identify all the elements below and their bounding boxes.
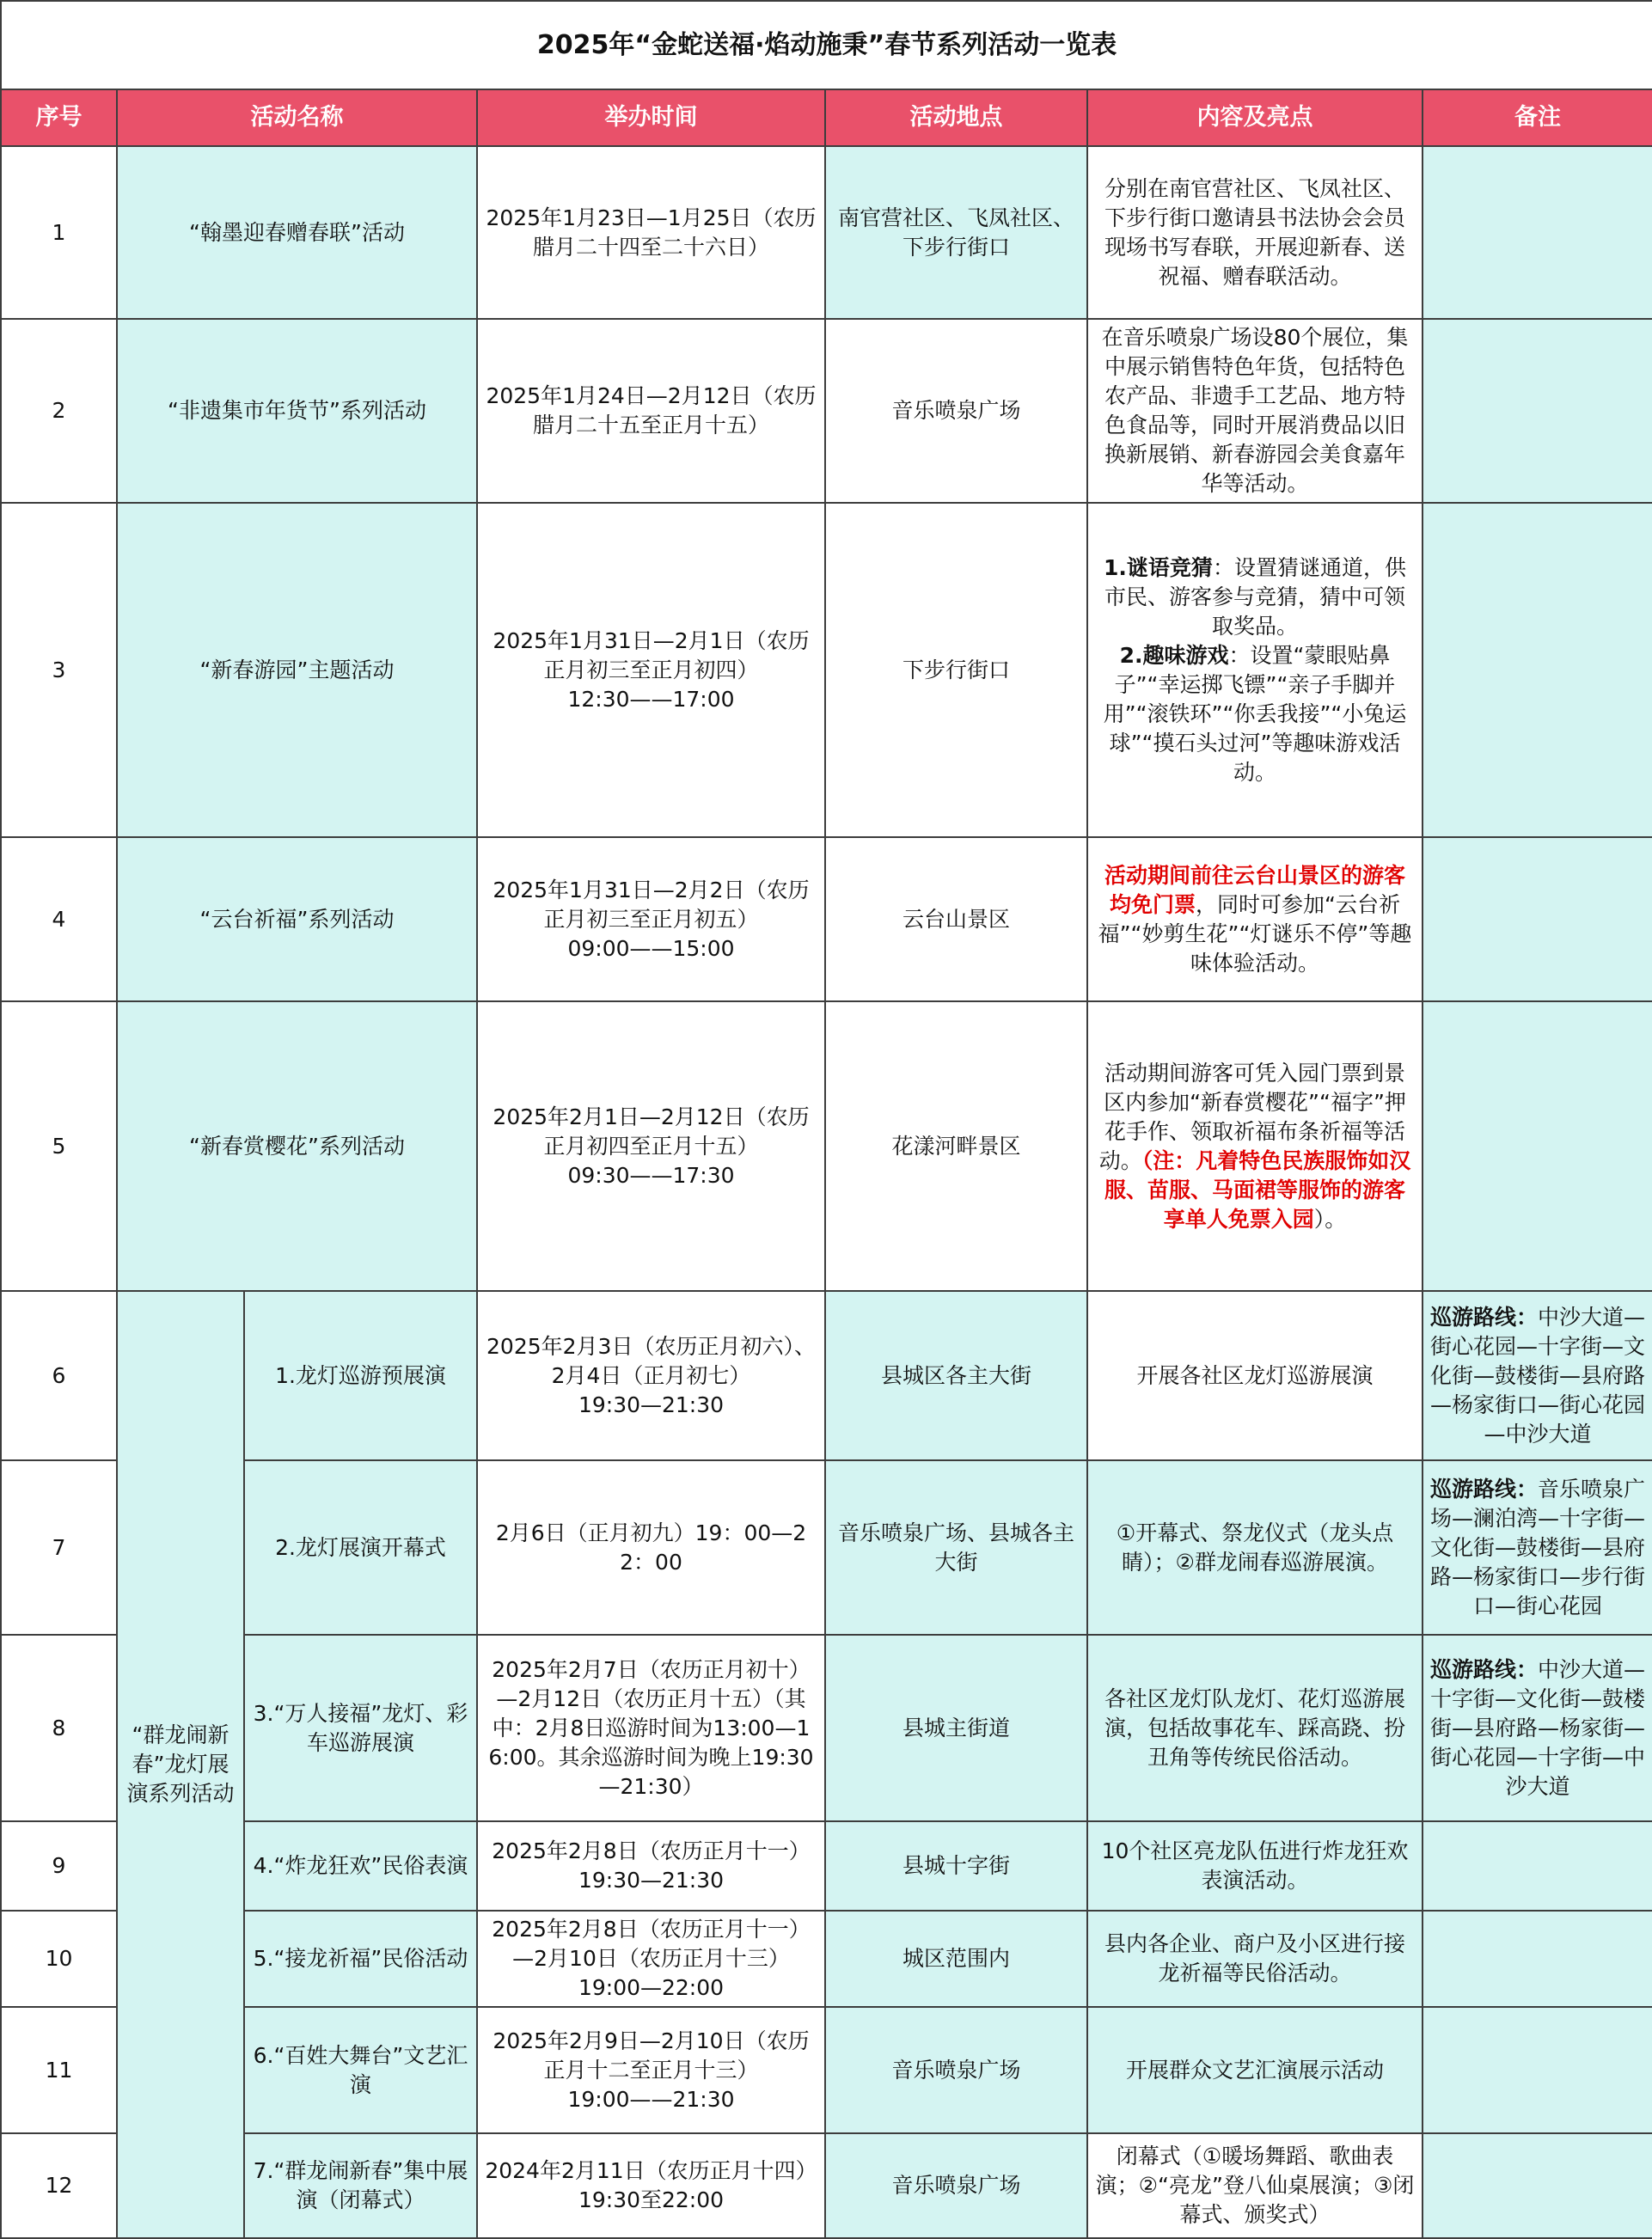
row-name: “非遗集市年货节”系列活动	[117, 319, 477, 503]
row-name: “新春游园”主题活动	[117, 503, 477, 837]
row-seq: 1	[1, 146, 117, 319]
row-seq: 9	[1, 1821, 117, 1911]
row-note	[1423, 319, 1652, 503]
row-time-hours: 09:00——15:00	[567, 935, 735, 961]
row-time	[477, 503, 825, 837]
row-content: 闭幕式（①暖场舞蹈、歌曲表演；②“亮龙”登八仙桌展演；③闭幕式、颁奖式）	[1087, 2133, 1423, 2238]
content-item-riddles	[1095, 554, 1415, 641]
row-place: 音乐喷泉广场	[825, 319, 1087, 503]
header-note: 备注	[1423, 89, 1652, 146]
title-row	[1, 1, 1652, 89]
header-seq: 序号	[1, 89, 117, 146]
route-label: 巡游路线：	[1430, 1476, 1539, 1502]
row-time-date: 2025年2月9日—2月10日（农历正月十二至正月十三）	[493, 2028, 810, 2083]
row-note	[1423, 503, 1652, 837]
content-item-label: 1.谜语竞猜	[1104, 554, 1213, 580]
row-place: 音乐喷泉广场	[825, 2133, 1087, 2238]
route-text: 音乐喷泉广场—澜泊湾—十字街—文化街—鼓楼街—县府路—杨家街口—步行街口—街心花园	[1430, 1476, 1646, 1618]
table-row	[1, 2007, 1652, 2133]
table-row	[1, 2133, 1652, 2238]
row-seq: 2	[1, 319, 117, 503]
row-seq: 5	[1, 1001, 117, 1291]
row-content: 10个社区亮龙队伍进行炸龙狂欢表演活动。	[1087, 1821, 1423, 1911]
row-content	[1087, 837, 1423, 1001]
content-text: 活动期间游客可凭入园门票到景区内参加“新春赏樱花”“福字”押花手作、领取祈福布条祈福等活动。	[1098, 1060, 1406, 1173]
row-place: 县城十字街	[825, 1821, 1087, 1911]
table-row	[1, 503, 1652, 837]
row-name: “云台祈福”系列活动	[117, 837, 477, 1001]
highlight-text: （注：凡着特色民族服饰如汉服、苗服、马面裙等服饰的游客享单人免票入园	[1104, 1147, 1411, 1232]
content-item-text: ：设置猜谜通道，供市民、游客参与竞猜，猜中可领取奖品。	[1104, 554, 1406, 639]
row-name: 1.龙灯巡游预展演	[244, 1291, 477, 1460]
row-note	[1423, 1635, 1652, 1821]
row-seq: 3	[1, 503, 117, 837]
route-text: 中沙大道—街心花园—十字街—文化街—鼓楼街—县府路—杨家街口—街心花园—中沙大道	[1430, 1304, 1646, 1447]
table-row	[1, 319, 1652, 503]
row-seq: 6	[1, 1291, 117, 1460]
row-time: 2025年2月7日（农历正月初十）—2月12日（农历正月十五）（其中：2月8日巡游时间为13:00—16:00。其余巡游时间为晚上19:30—21:30）	[477, 1635, 825, 1821]
row-note	[1423, 1460, 1652, 1635]
row-time-date: 2025年2月3日（农历正月初六）、2月4日（正月初七）	[486, 1333, 816, 1388]
route-label: 巡游路线：	[1430, 1304, 1539, 1330]
row-time-hours: 09:30——17:30	[567, 1162, 735, 1188]
header-place: 活动地点	[825, 89, 1087, 146]
row-note	[1423, 1821, 1652, 1911]
header-time: 举办时间	[477, 89, 825, 146]
row-time-hours: 19:30—21:30	[578, 1868, 725, 1893]
row-time-date: 2025年1月31日—2月2日（农历正月初三至正月初五）	[493, 877, 810, 932]
content-item-games	[1095, 641, 1415, 787]
row-seq: 12	[1, 2133, 117, 2238]
row-place: 县城主街道	[825, 1635, 1087, 1821]
row-time	[477, 2007, 825, 2133]
row-time-hours: 12:30——17:00	[567, 686, 735, 712]
row-note	[1423, 1001, 1652, 1291]
row-content: 开展群众文艺汇演展示活动	[1087, 2007, 1423, 2133]
row-seq: 4	[1, 837, 117, 1001]
row-time-hours: 19:00—22:00	[578, 1975, 725, 2000]
table-row	[1, 1635, 1652, 1821]
row-name: 5.“接龙祈福”民俗活动	[244, 1911, 477, 2007]
row-place: 音乐喷泉广场、县城各主大街	[825, 1460, 1087, 1635]
row-content: 各社区龙灯队龙灯、花灯巡游展演，包括故事花车、踩高跷、扮丑角等传统民俗活动。	[1087, 1635, 1423, 1821]
group-name: “群龙闹新春”龙灯展演系列活动	[117, 1291, 244, 2238]
content-text: ，同时可参加“云台祈福”“妙剪生花”“灯谜乐不停”等趣味体验活动。	[1098, 891, 1412, 976]
row-time-date: 2025年2月8日（农历正月十一）	[492, 1838, 811, 1863]
route-label: 巡游路线：	[1430, 1656, 1539, 1682]
row-place: 花漾河畔景区	[825, 1001, 1087, 1291]
page-title: 2025年“金蛇送福·焰动施秉”春节系列活动一览表	[1, 1, 1652, 89]
highlight-text: 活动期间前往云台山景区的游客均免门票	[1104, 862, 1405, 917]
content-item-label: 2.趣味游戏	[1119, 642, 1229, 668]
row-time-hours: 19:00——21:30	[567, 2086, 735, 2112]
row-place: 音乐喷泉广场	[825, 2007, 1087, 2133]
header-content: 内容及亮点	[1087, 89, 1423, 146]
row-place: 云台山景区	[825, 837, 1087, 1001]
row-name: 7.“群龙闹新春”集中展演（闭幕式）	[244, 2133, 477, 2238]
row-time: 2025年1月24日—2月12日（农历腊月二十五至正月十五）	[477, 319, 825, 503]
row-place: 县城区各主大街	[825, 1291, 1087, 1460]
row-name: “新春赏樱花”系列活动	[117, 1001, 477, 1291]
row-seq: 8	[1, 1635, 117, 1821]
row-name: 3.“万人接福”龙灯、彩车巡游展演	[244, 1635, 477, 1821]
route-text: 中沙大道—十字街—文化街—鼓楼街—县府路—杨家街—街心花园—十字街—中沙大道	[1430, 1656, 1646, 1799]
row-seq: 7	[1, 1460, 117, 1635]
row-time	[477, 1291, 825, 1460]
table-row	[1, 1911, 1652, 2007]
row-note	[1423, 2133, 1652, 2238]
table-row	[1, 1821, 1652, 1911]
table-row	[1, 837, 1652, 1001]
row-content: 开展各社区龙灯巡游展演	[1087, 1291, 1423, 1460]
row-time-date: 2025年1月31日—2月1日（农历正月初三至正月初四）	[493, 627, 810, 682]
row-seq: 10	[1, 1911, 117, 2007]
row-content: ①开幕式、祭龙仪式（龙头点睛）；②群龙闹春巡游展演。	[1087, 1460, 1423, 1635]
row-time-date: 2025年2月8日（农历正月十一）—2月10日（农历正月十三）	[492, 1917, 811, 1971]
row-content	[1087, 503, 1423, 837]
row-time	[477, 1911, 825, 2007]
header-name: 活动名称	[117, 89, 477, 146]
table-row	[1, 1291, 1652, 1460]
row-name: 4.“炸龙狂欢”民俗表演	[244, 1821, 477, 1911]
row-name: 6.“百姓大舞台”文艺汇演	[244, 2007, 477, 2133]
row-time: 2月6日（正月初九）19：00—22：00	[477, 1460, 825, 1635]
row-note	[1423, 2007, 1652, 2133]
row-name: “翰墨迎春赠春联”活动	[117, 146, 477, 319]
row-time: 2024年2月11日（农历正月十四）19:30至22:00	[477, 2133, 825, 2238]
row-content: 分别在南官营社区、飞凤社区、下步行街口邀请县书法协会会员现场书写春联，开展迎新春、送祝福、赠春联活动。	[1087, 146, 1423, 319]
row-place: 南官营社区、飞凤社区、下步行街口	[825, 146, 1087, 319]
row-time	[477, 1821, 825, 1911]
row-note	[1423, 837, 1652, 1001]
row-name: 2.龙灯展演开幕式	[244, 1460, 477, 1635]
row-time-hours: 19:30—21:30	[578, 1392, 725, 1417]
table-row	[1, 1001, 1652, 1291]
row-place: 下步行街口	[825, 503, 1087, 837]
row-place: 城区范围内	[825, 1911, 1087, 2007]
header-row	[1, 89, 1652, 146]
content-item-text: ：设置“蒙眼贴鼻子”“幸运掷飞镖”“亲子手脚并用”“滚铁环”“你丢我接”“小兔运球”“摸石头过河”等趣味游戏活动。	[1103, 642, 1407, 785]
row-seq: 11	[1, 2007, 117, 2133]
table-row	[1, 1460, 1652, 1635]
row-time	[477, 837, 825, 1001]
row-time: 2025年1月23日—1月25日（农历腊月二十四至二十六日）	[477, 146, 825, 319]
row-note	[1423, 146, 1652, 319]
table-row	[1, 146, 1652, 319]
row-time	[477, 1001, 825, 1291]
row-content	[1087, 1001, 1423, 1291]
row-note	[1423, 1911, 1652, 2007]
row-content: 在音乐喷泉广场设80个展位，集中展示销售特色年货，包括特色农产品、非遗手工艺品、地方特色食品等，同时开展消费品以旧换新展销、新春游园会美食嘉年华等活动。	[1087, 319, 1423, 503]
row-note	[1423, 1291, 1652, 1460]
content-text: ）。	[1313, 1206, 1347, 1232]
row-time-date: 2025年2月1日—2月12日（农历正月初四至正月十五）	[493, 1104, 810, 1159]
row-content: 县内各企业、商户及小区进行接龙祈福等民俗活动。	[1087, 1911, 1423, 2007]
